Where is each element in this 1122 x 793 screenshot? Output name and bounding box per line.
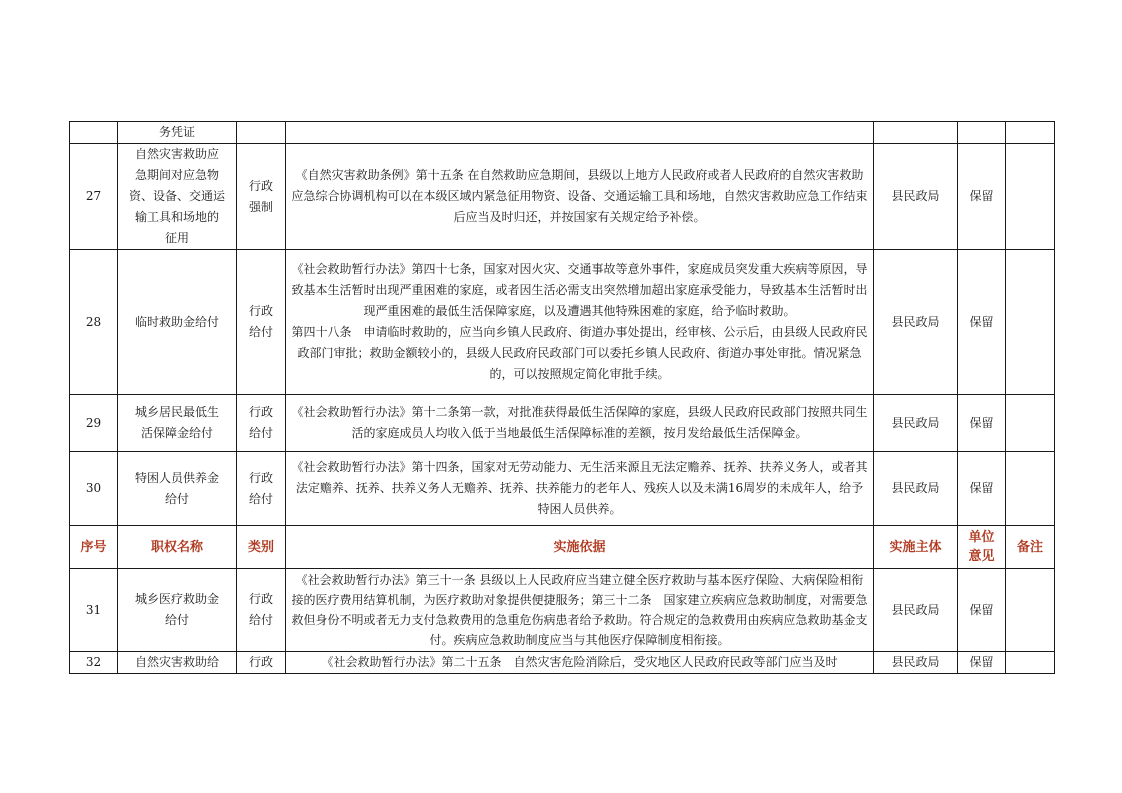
power-name: 自然灾害救助应 急期间对应急物 资、设备、交通运 输工具和场地的 征用 [118, 144, 237, 250]
legal-basis: 《社会救助暂行办法》第二十五条 自然灾害危险消除后，受灾地区人民政府民政等部门应当及时 [286, 652, 874, 674]
unit-opinion: 保留 [958, 652, 1006, 674]
row-number: 31 [70, 569, 118, 652]
legal-basis [286, 122, 874, 144]
table-row [70, 122, 1055, 144]
implementing-subject: 县民政局 [874, 652, 958, 674]
power-category: 行政 给付 [237, 452, 286, 526]
unit-opinion: 保留 [958, 569, 1006, 652]
header-no: 序号 [70, 526, 118, 569]
unit-opinion: 保留 [958, 452, 1006, 526]
implementing-subject: 县民政局 [874, 569, 958, 652]
unit-opinion: 保留 [958, 144, 1006, 250]
implementing-subject [874, 122, 958, 144]
remark [1006, 569, 1055, 652]
power-category: 行政 [237, 652, 286, 674]
remark [1006, 144, 1055, 250]
remark [1006, 395, 1055, 452]
implementing-subject: 县民政局 [874, 250, 958, 395]
row-number: 29 [70, 395, 118, 452]
power-category: 行政 给付 [237, 250, 286, 395]
powers-table [69, 121, 1055, 674]
row-number: 27 [70, 144, 118, 250]
power-category: 行政 强制 [237, 144, 286, 250]
power-category: 行政 给付 [237, 569, 286, 652]
header-remark: 备注 [1006, 526, 1055, 569]
power-category [237, 122, 286, 144]
power-name: 临时救助金给付 [118, 250, 237, 395]
unit-opinion [958, 122, 1006, 144]
header-name: 职权名称 [118, 526, 237, 569]
table-row [70, 452, 1055, 526]
row-number: 32 [70, 652, 118, 674]
power-category: 行政 给付 [237, 395, 286, 452]
table-row [70, 569, 1055, 652]
table-header-row [70, 526, 1055, 569]
implementing-subject: 县民政局 [874, 144, 958, 250]
header-basis: 实施依据 [286, 526, 874, 569]
header-opinion: 单位 意见 [958, 526, 1006, 569]
remark [1006, 250, 1055, 395]
implementing-subject: 县民政局 [874, 452, 958, 526]
table-row [70, 144, 1055, 250]
unit-opinion: 保留 [958, 395, 1006, 452]
power-name: 特困人员供养金 给付 [118, 452, 237, 526]
row-number [70, 122, 118, 144]
table-row [70, 395, 1055, 452]
unit-opinion: 保留 [958, 250, 1006, 395]
header-category: 类别 [237, 526, 286, 569]
legal-basis: 《社会救助暂行办法》第十二条第一款，对批准获得最低生活保障的家庭，县级人民政府民政部门按照共同生活的家庭成员人均收入低于当地最低生活保障标准的差额，按月发给最低生活保障金。 [286, 395, 874, 452]
legal-basis: 《社会救助暂行办法》第十四条，国家对无劳动能力、无生活来源且无法定赡养、抚养、扶养义务人，或者其法定赡养、抚养、扶养义务人无赡养、抚养、扶养能力的老年人、残疾人以及未满16周岁的未成年人，给予特困人员供养。 [286, 452, 874, 526]
remark [1006, 652, 1055, 674]
legal-basis: 《社会救助暂行办法》第三十一条 县级以上人民政府应当建立健全医疗救助与基本医疗保险、大病保险相衔接的医疗费用结算机制，为医疗救助对象提供便捷服务；第三十二条 国家建立疾病应急救助制度，对需要急救但身份不明或者无力支付急救费用的急重危伤病患者给予救助。符合规定的急救费用由疾病应急救助基金支付。疾病应急救助制度应当与其他医疗保障制度相衔接。 [286, 569, 874, 652]
remark [1006, 122, 1055, 144]
power-name: 自然灾害救助给 [118, 652, 237, 674]
row-number: 28 [70, 250, 118, 395]
power-name: 城乡居民最低生 活保障金给付 [118, 395, 237, 452]
table-row [70, 652, 1055, 674]
row-number: 30 [70, 452, 118, 526]
header-subject: 实施主体 [874, 526, 958, 569]
table-row [70, 250, 1055, 395]
power-name: 城乡医疗救助金 给付 [118, 569, 237, 652]
implementing-subject: 县民政局 [874, 395, 958, 452]
legal-basis: 《自然灾害救助条例》第十五条 在自然救助应急期间，县级以上地方人民政府或者人民政府的自然灾害救助应急综合协调机构可以在本级区域内紧急征用物资、设备、交通运输工具和场地，自然灾害救助应急工作结束后应当及时归还，并按国家有关规定给予补偿。 [286, 144, 874, 250]
legal-basis: 《社会救助暂行办法》第四十七条，国家对因火灾、交通事故等意外事件，家庭成员突发重大疾病等原因，导致基本生活暂时出现严重困难的家庭，或者因生活必需支出突然增加超出家庭承受能力，导致基本生活暂时出现严重困难的最低生活保障家庭，以及遭遇其他特殊困难的家庭，给予临时救助。 第四十八条 申请临时救助的，应当向乡镇人民政府、街道办事处提出，经审核、公示后，由县级人民政府民政部门审批；救助金额较小的，县级人民政府民政部门可以委托乡镇人民政府、街道办事处审批。情况紧急的，可以按照规定简化审批手续。 [286, 250, 874, 395]
remark [1006, 452, 1055, 526]
power-name: 务凭证 [118, 122, 237, 144]
